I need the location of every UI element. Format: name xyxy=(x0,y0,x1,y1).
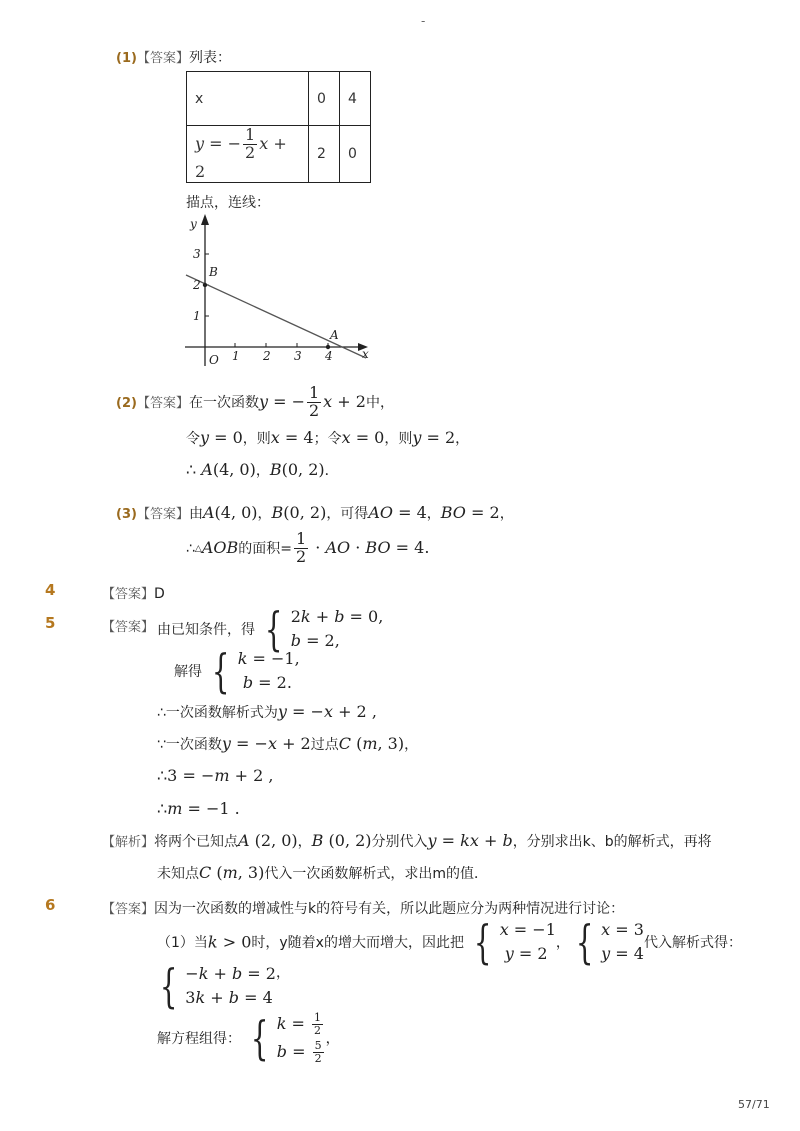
question-6-number: 6 xyxy=(45,896,56,914)
line-graph xyxy=(182,212,382,372)
x-axis-label: x xyxy=(362,347,369,361)
answer-tag: 【答案】 xyxy=(102,620,155,635)
question-5-number: 5 xyxy=(45,614,56,632)
table-cell: 4 xyxy=(340,72,371,126)
q6-line2: （1）当k > 0时，y随着x的增大而增大，因此把 { x = −1 y = 2 ， { x = 3 y = 4 代入解析式得： xyxy=(157,915,742,969)
q5-line3: ∴一次函数解析式为y = −x + 2 , xyxy=(157,702,377,721)
q5-jiexi-line2: 未知点C (m, 3)代入一次函数解析式，求出m的值． xyxy=(157,863,488,882)
y-axis-arrow-icon xyxy=(201,214,209,225)
part2-text: 令 xyxy=(186,431,200,447)
part1-text: 列表： xyxy=(188,50,231,66)
analysis-tag: 【解析】 xyxy=(102,835,155,850)
part2-text: ，则 xyxy=(384,431,413,447)
part3-text: 的面积= xyxy=(238,540,293,557)
q5-text: 将两个已知点 xyxy=(154,834,239,850)
q6-line4: 解方程组得： { k = $\frac{1}{2}$ b = $\frac{5}{2}$ ， xyxy=(157,1011,340,1065)
part2-text: ， xyxy=(455,431,470,447)
answer-tag: 【答案】 xyxy=(136,395,189,411)
part2-text: 中， xyxy=(365,394,394,411)
q5-text: 一次函数 xyxy=(165,737,222,753)
q5-line4: ∵一次函数y = −x + 2过点C (m, 3)， xyxy=(157,734,419,753)
table-cell: 0 xyxy=(340,126,371,183)
part3-number: (3) xyxy=(116,507,137,522)
part1-heading xyxy=(116,47,231,67)
part3-line2: ∴△AOB的面积= $\frac{1}{2}$ · AO · BO = 4. xyxy=(186,529,430,566)
q5-line2: 解得 { k = −1, b = 2. xyxy=(174,644,300,698)
q6-line1 xyxy=(102,898,624,918)
answer-tag: 【答案】 xyxy=(102,587,155,602)
answer-tag: 【答案】 xyxy=(102,902,155,917)
q5-jiexi-line1: 【解析】将两个已知点A (2, 0)，B (0, 2)分别代入y = kx + b，分别求出k、b的解析式，再将 xyxy=(102,831,712,850)
q6-text: （1）当 xyxy=(157,935,208,951)
point-b xyxy=(203,283,207,287)
x-tick-label: 3 xyxy=(294,349,302,363)
q6-text: 代入解析式得： xyxy=(643,935,742,951)
function-line xyxy=(186,275,366,358)
point-b-label: B xyxy=(209,265,218,279)
part2-line1: (2)【答案】在一次函数y = − $\frac{1}{2}$ x + 2中， xyxy=(116,383,394,420)
y-tick-label: 1 xyxy=(193,309,201,323)
table-cell: x xyxy=(187,72,309,126)
part2-line3: ∴ A(4, 0)，B(0, 2)． xyxy=(186,460,339,479)
table-function-cell: y = − $\frac{1}{2}$ x + 2 xyxy=(187,126,309,183)
part3-text: ，可得 xyxy=(326,506,369,522)
y-axis-label: y xyxy=(190,217,197,231)
part2-line2: 令y = 0，则x = 4；令x = 0，则y = 2， xyxy=(186,428,470,447)
answer-value: D xyxy=(154,586,165,602)
part2-text: ，则 xyxy=(242,431,271,447)
x-tick-label: 4 xyxy=(325,349,333,363)
table-cell: 0 xyxy=(309,72,340,126)
q5-text: 分别代入 xyxy=(371,834,428,850)
q5-line5: ∴3 = −m + 2 , xyxy=(157,766,274,785)
point-a-label: A xyxy=(330,328,339,342)
value-table xyxy=(186,71,371,183)
question-4-answer xyxy=(102,583,165,602)
top-mark: - xyxy=(421,14,426,28)
part2-number: (2) xyxy=(116,395,137,411)
question-4-number: 4 xyxy=(45,581,56,599)
q5-text: ，分别求出k、b的解析式，再将 xyxy=(512,834,712,850)
part3-line1: (3)【答案】由A(4, 0)，B(0, 2)，可得AO = 4，BO = 2， xyxy=(116,503,514,522)
origin-label: O xyxy=(209,353,219,367)
q5-line6: ∴m = −1 . xyxy=(157,799,240,818)
q5-text: 一次函数解析式为 xyxy=(165,705,278,721)
q5-text: 由已知条件，得 xyxy=(157,622,255,638)
part1-number: (1) xyxy=(116,51,137,66)
part2-text: ；令 xyxy=(313,431,342,447)
plot-caption: 描点，连线： xyxy=(186,195,270,211)
q5-text: 代入一次函数解析式，求出m的值． xyxy=(264,866,488,882)
q6-text: 因为一次函数的增减性与k的符号有关，所以此题应分为两种情况进行讨论： xyxy=(154,901,625,917)
table-cell: 2 xyxy=(309,126,340,183)
part2-text: 在一次函数 xyxy=(188,394,259,411)
page-number: 57/71 xyxy=(738,1098,770,1111)
q6-text: 时，y随着x的增大而增大，因此把 xyxy=(251,935,464,951)
y-tick-label: 2 xyxy=(193,278,201,292)
q5-line1: 由已知条件，得 { 2k + b = 0, b = 2, xyxy=(157,602,384,656)
q5-text: 未知点 xyxy=(157,866,199,882)
x-tick-label: 1 xyxy=(232,349,240,363)
answer-tag: 【答案】 xyxy=(136,51,189,66)
q5-text: 解得 xyxy=(174,664,202,680)
q6-text: 解方程组得： xyxy=(157,1031,241,1047)
answer-tag: 【答案】 xyxy=(136,507,189,522)
x-tick-label: 2 xyxy=(263,349,271,363)
part3-text: 由 xyxy=(188,506,203,522)
y-tick-label: 3 xyxy=(193,247,201,261)
q5-text: 过点 xyxy=(310,737,339,753)
q6-line3: { −k + b = 2 3k + b = 4 ， xyxy=(159,959,290,1013)
